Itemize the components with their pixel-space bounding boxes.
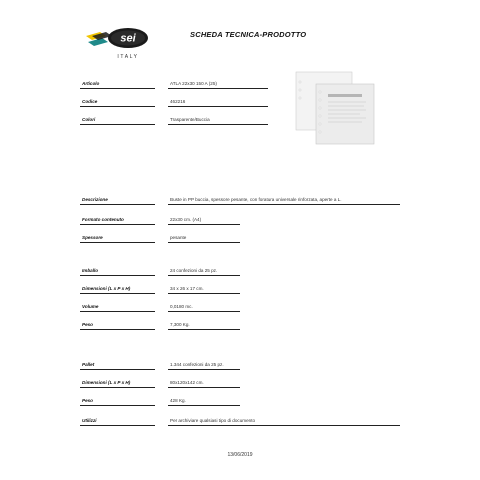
divider — [168, 293, 240, 294]
spec-row-volume — [0, 304, 480, 318]
spec-label: Utilizzi — [82, 418, 97, 423]
spec-row-dimensioni — [0, 286, 480, 300]
divider — [80, 293, 155, 294]
document-title: SCHEDA TECNICA-PRODOTTO — [190, 30, 307, 39]
spec-value: 22x30 cm. (A4) — [170, 217, 202, 222]
spec-value: ATLA 22x30 150 A (25) — [170, 81, 217, 86]
spec-row-peso — [0, 322, 480, 336]
spec-value: 24 confezioni da 25 pz. — [170, 268, 218, 273]
spec-value: Trasparente/Buccia — [170, 117, 210, 122]
divider — [168, 242, 240, 243]
spec-label: Codice — [82, 99, 98, 104]
divider — [80, 224, 155, 225]
spec-label: Articolo — [82, 81, 100, 86]
spec-value: 0,0180 mc. — [170, 304, 193, 309]
spec-row-utilizzi — [0, 418, 480, 432]
spec-value: 34 x 26 x 17 cm. — [170, 286, 204, 291]
spec-label: Imballo — [82, 268, 99, 273]
spec-row-descrizione — [0, 197, 480, 211]
spec-row-colori — [0, 117, 480, 131]
spec-label: Dimensioni (L x P x H) — [82, 380, 131, 385]
spec-label: Volume — [82, 304, 99, 309]
spec-value: 428 Kg. — [170, 398, 186, 403]
divider — [168, 329, 240, 330]
sei-logo-icon — [84, 22, 150, 64]
divider — [80, 405, 155, 406]
svg-text:ITALY: ITALY — [117, 54, 139, 60]
divider — [80, 425, 155, 426]
divider — [168, 224, 240, 225]
spec-value: 7,300 Kg. — [170, 322, 190, 327]
spec-row-articolo — [0, 81, 480, 95]
spec-row-formato — [0, 217, 480, 231]
divider — [80, 88, 155, 89]
spec-value: Per archiviare qualsiasi tipo di documento — [170, 418, 256, 423]
divider — [168, 204, 400, 205]
spec-label: Peso — [82, 398, 93, 403]
divider — [168, 275, 240, 276]
spec-row-pallet — [0, 362, 480, 376]
spec-label: Colori — [82, 117, 96, 122]
spec-value: Buste in PP buccia, spessore pesante, con foratura universale rinforzata, aperte a L. — [170, 197, 342, 202]
divider — [80, 124, 155, 125]
divider — [168, 425, 400, 426]
divider — [168, 124, 268, 125]
divider — [80, 275, 155, 276]
svg-text:sei: sei — [120, 32, 136, 45]
spec-label: Pallet — [82, 362, 95, 367]
divider — [168, 88, 268, 89]
spec-label: Descrizione — [82, 197, 108, 202]
spec-value: 1.344 confezioni da 25 pz. — [170, 362, 224, 367]
divider — [80, 311, 155, 312]
divider — [80, 387, 155, 388]
spec-label: Formato contenuto — [82, 217, 124, 222]
spec-value: 462216 — [170, 99, 186, 104]
sei-logo — [84, 22, 150, 64]
divider — [80, 204, 155, 205]
spec-label: Spessore — [82, 235, 103, 240]
spec-row-spessore — [0, 235, 480, 249]
spec-row-imballo — [0, 268, 480, 282]
spec-row-peso-pallet — [0, 398, 480, 412]
spec-value: pesante — [170, 235, 187, 240]
divider — [80, 369, 155, 370]
divider — [80, 106, 155, 107]
divider — [168, 387, 240, 388]
document-date: 13/06/2019 — [227, 452, 253, 458]
divider — [80, 329, 155, 330]
divider — [168, 405, 240, 406]
divider — [168, 369, 240, 370]
spec-label: Peso — [82, 322, 93, 327]
spec-row-codice — [0, 99, 480, 113]
divider — [168, 311, 240, 312]
spec-label: Dimensioni (L x P x H) — [82, 286, 131, 291]
divider — [80, 242, 155, 243]
spec-value: 80x120x142 cm. — [170, 380, 204, 385]
divider — [168, 106, 268, 107]
spec-row-dimensioni-pallet — [0, 380, 480, 394]
